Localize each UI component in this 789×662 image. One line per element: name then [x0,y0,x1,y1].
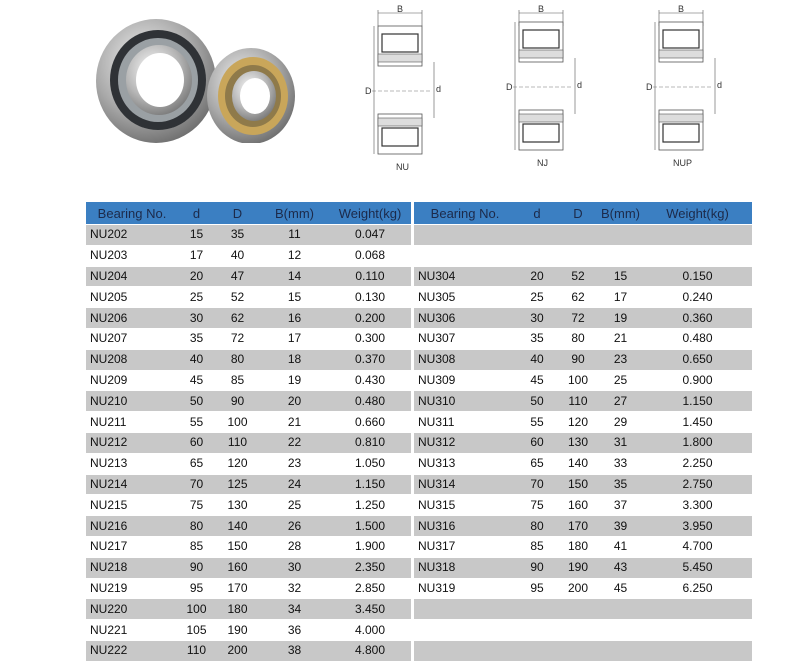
cell-b [598,245,643,266]
cell-big-d: 100 [215,412,260,433]
cell-d: 75 [178,495,215,516]
cell-d: 65 [178,453,215,474]
diagram-nu-label: NU [396,162,409,172]
diagram-nj-small-d-label: d [577,80,583,90]
cell-name [414,245,516,266]
cell-b: 35 [598,474,643,495]
cell-b: 19 [598,308,643,329]
cell-weight: 0.430 [329,370,411,391]
cell-name: NU318 [414,557,516,578]
cell-big-d: 72 [558,308,598,329]
cell-b: 25 [260,495,329,516]
cell-b: 17 [598,287,643,308]
cell-weight [643,620,752,641]
cell-d: 85 [178,536,215,557]
cell-b: 32 [260,578,329,599]
cell-weight: 1.250 [329,495,411,516]
cell-big-d: 130 [558,432,598,453]
cell-d: 95 [516,578,558,599]
diagram-nup-small-d-label: d [717,80,723,90]
cell-d: 20 [178,266,215,287]
cell-big-d: 62 [215,308,260,329]
cell-big-d: 110 [215,432,260,453]
cell-weight: 1.900 [329,536,411,557]
cell-big-d: 52 [558,266,598,287]
table-row [414,557,752,578]
cell-big-d: 130 [215,495,260,516]
table-row [414,245,752,266]
cell-name [414,620,516,641]
cell-weight: 1.800 [643,432,752,453]
cell-name: NU220 [86,599,178,620]
cell-d: 105 [178,620,215,641]
cell-d [516,225,558,246]
cell-b [598,620,643,641]
table-row [86,287,411,308]
cell-name: NU217 [86,536,178,557]
cell-d: 20 [516,266,558,287]
cell-weight: 1.150 [643,391,752,412]
cell-d: 60 [516,432,558,453]
cell-d: 95 [178,578,215,599]
cell-name: NU309 [414,370,516,391]
cell-d: 30 [516,308,558,329]
diagram-nup [645,4,725,174]
cell-name: NU210 [86,391,178,412]
cell-big-d: 180 [558,536,598,557]
cell-weight: 2.350 [329,557,411,578]
cell-d: 30 [178,308,215,329]
cell-b: 16 [260,308,329,329]
cell-name: NU314 [414,474,516,495]
bearing-photo [88,8,298,143]
cell-d: 55 [516,412,558,433]
table-row [414,225,752,246]
cell-big-d: 62 [558,287,598,308]
cell-b: 31 [598,432,643,453]
table-row [86,349,411,370]
cell-d: 70 [178,474,215,495]
cell-name: NU317 [414,536,516,557]
cell-weight: 0.650 [643,349,752,370]
cell-big-d: 90 [215,391,260,412]
cell-weight: 3.450 [329,599,411,620]
cell-b: 33 [598,453,643,474]
table-row [414,349,752,370]
table-row [414,370,752,391]
cell-big-d: 160 [558,495,598,516]
cell-name: NU202 [86,225,178,246]
cell-b: 26 [260,516,329,537]
cell-big-d [558,599,598,620]
diagram-nu-small-d-label: d [436,84,442,94]
cell-b: 20 [260,391,329,412]
cell-weight: 2.250 [643,453,752,474]
cell-weight [643,245,752,266]
cell-b: 23 [598,349,643,370]
cell-name: NU203 [86,245,178,266]
table-row [414,432,752,453]
cell-d: 70 [516,474,558,495]
cell-name: NU211 [86,412,178,433]
cell-name: NU213 [86,453,178,474]
table-row [86,536,411,557]
cell-d [516,620,558,641]
header-bearing-no: Bearing No. [86,202,178,225]
table-row [414,453,752,474]
cell-b: 15 [260,287,329,308]
table-row [414,495,752,516]
header-weight: Weight(kg) [329,202,411,225]
cell-d: 35 [178,328,215,349]
cell-name: NU308 [414,349,516,370]
cell-big-d: 180 [215,599,260,620]
cell-name: NU214 [86,474,178,495]
table-row [86,225,411,246]
diagram-nup-big-d-label: D [646,82,653,92]
cell-big-d: 125 [215,474,260,495]
cell-big-d: 140 [558,453,598,474]
diagram-nj-big-d-label: D [506,82,513,92]
diagram-nu-big-d-label: D [365,86,372,96]
table-row [86,412,411,433]
table-row [414,412,752,433]
cell-weight: 0.480 [329,391,411,412]
bearing-table-nu3 [414,202,752,662]
cell-d: 50 [178,391,215,412]
cell-b: 18 [260,349,329,370]
cell-d: 40 [516,349,558,370]
table-row [86,245,411,266]
diagram-nj-b-label: B [538,4,545,14]
cell-weight: 2.750 [643,474,752,495]
diagram-nu [364,4,444,174]
cell-name: NU315 [414,495,516,516]
cell-b: 12 [260,245,329,266]
cell-d: 50 [516,391,558,412]
cell-d [516,245,558,266]
cell-b: 14 [260,266,329,287]
cell-big-d: 170 [558,516,598,537]
cell-d: 55 [178,412,215,433]
cell-weight: 0.360 [643,308,752,329]
cell-big-d: 200 [558,578,598,599]
cell-b: 43 [598,557,643,578]
table-row [86,328,411,349]
table-row [86,453,411,474]
cell-d: 110 [178,640,215,661]
table-row [414,536,752,557]
cell-weight: 1.500 [329,516,411,537]
diagram-nup-label: NUP [673,158,693,168]
cell-b: 23 [260,453,329,474]
cell-big-d: 47 [215,266,260,287]
cell-d: 15 [178,225,215,246]
table-row [414,308,752,329]
cell-name: NU307 [414,328,516,349]
header-b: B(mm) [260,202,329,225]
table-row [86,557,411,578]
cell-name: NU209 [86,370,178,391]
cell-name [414,599,516,620]
table-row [414,578,752,599]
cell-weight: 0.110 [329,266,411,287]
table-row [86,308,411,329]
cell-weight: 0.150 [643,266,752,287]
cell-weight: 1.050 [329,453,411,474]
table-row [86,474,411,495]
cell-d: 75 [516,495,558,516]
cell-big-d [558,620,598,641]
cell-big-d: 85 [215,370,260,391]
table-row [86,495,411,516]
table-row [86,578,411,599]
cell-name: NU205 [86,287,178,308]
small-bearing [207,48,295,143]
cell-d: 25 [178,287,215,308]
diagram-nj-label: NJ [537,158,548,168]
table-row [414,266,752,287]
cell-b: 38 [260,640,329,661]
cell-b: 45 [598,578,643,599]
table-row [86,370,411,391]
cell-big-d: 120 [558,412,598,433]
cell-weight: 0.370 [329,349,411,370]
cell-name: NU218 [86,557,178,578]
cell-d: 90 [178,557,215,578]
cell-weight [643,225,752,246]
cell-big-d: 110 [558,391,598,412]
cell-b: 25 [598,370,643,391]
table-row [414,391,752,412]
table-row [414,599,752,620]
table-row [414,474,752,495]
cell-weight: 4.000 [329,620,411,641]
table-row [86,266,411,287]
cell-name: NU312 [414,432,516,453]
cell-b: 24 [260,474,329,495]
cell-name: NU305 [414,287,516,308]
cell-big-d: 35 [215,225,260,246]
cell-d: 45 [178,370,215,391]
cell-b: 34 [260,599,329,620]
header-b: B(mm) [598,202,643,225]
cell-b: 37 [598,495,643,516]
cell-d: 17 [178,245,215,266]
cell-name: NU304 [414,266,516,287]
cell-weight: 0.130 [329,287,411,308]
cell-name: NU204 [86,266,178,287]
cell-d: 65 [516,453,558,474]
large-bearing [96,19,216,143]
cell-b: 21 [598,328,643,349]
cell-d: 80 [178,516,215,537]
cell-b: 22 [260,432,329,453]
cell-d: 100 [178,599,215,620]
cell-d: 35 [516,328,558,349]
cell-d: 80 [516,516,558,537]
header-d: d [178,202,215,225]
cell-name: NU219 [86,578,178,599]
cell-name: NU221 [86,620,178,641]
cell-b: 27 [598,391,643,412]
cell-name [414,225,516,246]
cell-b [598,599,643,620]
cell-big-d [558,245,598,266]
cell-d: 90 [516,557,558,578]
cell-weight: 6.250 [643,578,752,599]
cell-b: 17 [260,328,329,349]
cell-big-d: 90 [558,349,598,370]
cell-b: 11 [260,225,329,246]
cell-weight: 0.047 [329,225,411,246]
cell-weight: 4.800 [329,640,411,661]
cell-big-d: 52 [215,287,260,308]
table-row [414,328,752,349]
cell-weight: 0.660 [329,412,411,433]
cell-big-d: 190 [558,557,598,578]
table-row [414,287,752,308]
cell-b: 39 [598,516,643,537]
cell-name: NU212 [86,432,178,453]
cell-weight: 1.150 [329,474,411,495]
cell-big-d: 40 [215,245,260,266]
cell-name: NU215 [86,495,178,516]
cell-weight [643,599,752,620]
cell-big-d: 72 [215,328,260,349]
cell-b: 19 [260,370,329,391]
cell-weight: 5.450 [643,557,752,578]
cell-name: NU316 [414,516,516,537]
diagram-nup-b-label: B [678,4,685,14]
cell-d: 85 [516,536,558,557]
table-header [414,202,752,225]
cell-name: NU206 [86,308,178,329]
cell-b: 41 [598,536,643,557]
cell-big-d: 150 [558,474,598,495]
cell-weight: 4.700 [643,536,752,557]
cell-weight: 2.850 [329,578,411,599]
cell-name: NU319 [414,578,516,599]
cell-d: 45 [516,370,558,391]
cell-big-d: 140 [215,516,260,537]
table-row [414,516,752,537]
header-weight: Weight(kg) [643,202,752,225]
header-big-d: D [215,202,260,225]
cell-weight: 0.480 [643,328,752,349]
header-big-d: D [558,202,598,225]
cell-name: NU207 [86,328,178,349]
table-row [86,516,411,537]
cell-weight: 0.300 [329,328,411,349]
table-row [86,391,411,412]
cell-b: 36 [260,620,329,641]
cell-big-d [558,225,598,246]
cell-weight: 0.068 [329,245,411,266]
cell-big-d: 160 [215,557,260,578]
cell-weight: 3.300 [643,495,752,516]
diagram-nu-b-label: B [397,4,404,14]
cell-weight: 0.200 [329,308,411,329]
cell-b: 30 [260,557,329,578]
bearing-table-nu2 [86,202,411,662]
cell-weight: 3.950 [643,516,752,537]
cell-b: 15 [598,266,643,287]
table-header [86,202,411,225]
cell-big-d: 170 [215,578,260,599]
header-bearing-no: Bearing No. [414,202,516,225]
table-row [414,620,752,641]
cell-d [516,599,558,620]
cell-name: NU311 [414,412,516,433]
cell-big-d: 150 [215,536,260,557]
cell-big-d: 200 [215,640,260,661]
cell-weight: 0.240 [643,287,752,308]
cell-b [598,225,643,246]
cell-b: 28 [260,536,329,557]
cell-name: NU306 [414,308,516,329]
cell-name: NU208 [86,349,178,370]
table-row [86,620,411,641]
diagram-nj [505,4,585,174]
cell-weight: 0.810 [329,432,411,453]
cell-d: 40 [178,349,215,370]
table-row [86,599,411,620]
cell-big-d: 190 [215,620,260,641]
cell-name: NU216 [86,516,178,537]
cell-big-d: 120 [215,453,260,474]
table-row [86,432,411,453]
cell-d: 25 [516,287,558,308]
cell-big-d: 80 [215,349,260,370]
header-d: d [516,202,558,225]
cell-big-d: 100 [558,370,598,391]
cell-name: NU310 [414,391,516,412]
cell-weight: 0.900 [643,370,752,391]
cell-big-d: 80 [558,328,598,349]
cell-d: 60 [178,432,215,453]
cell-name: NU313 [414,453,516,474]
cell-name: NU222 [86,640,178,661]
cell-weight: 1.450 [643,412,752,433]
cell-b: 21 [260,412,329,433]
cell-b: 29 [598,412,643,433]
